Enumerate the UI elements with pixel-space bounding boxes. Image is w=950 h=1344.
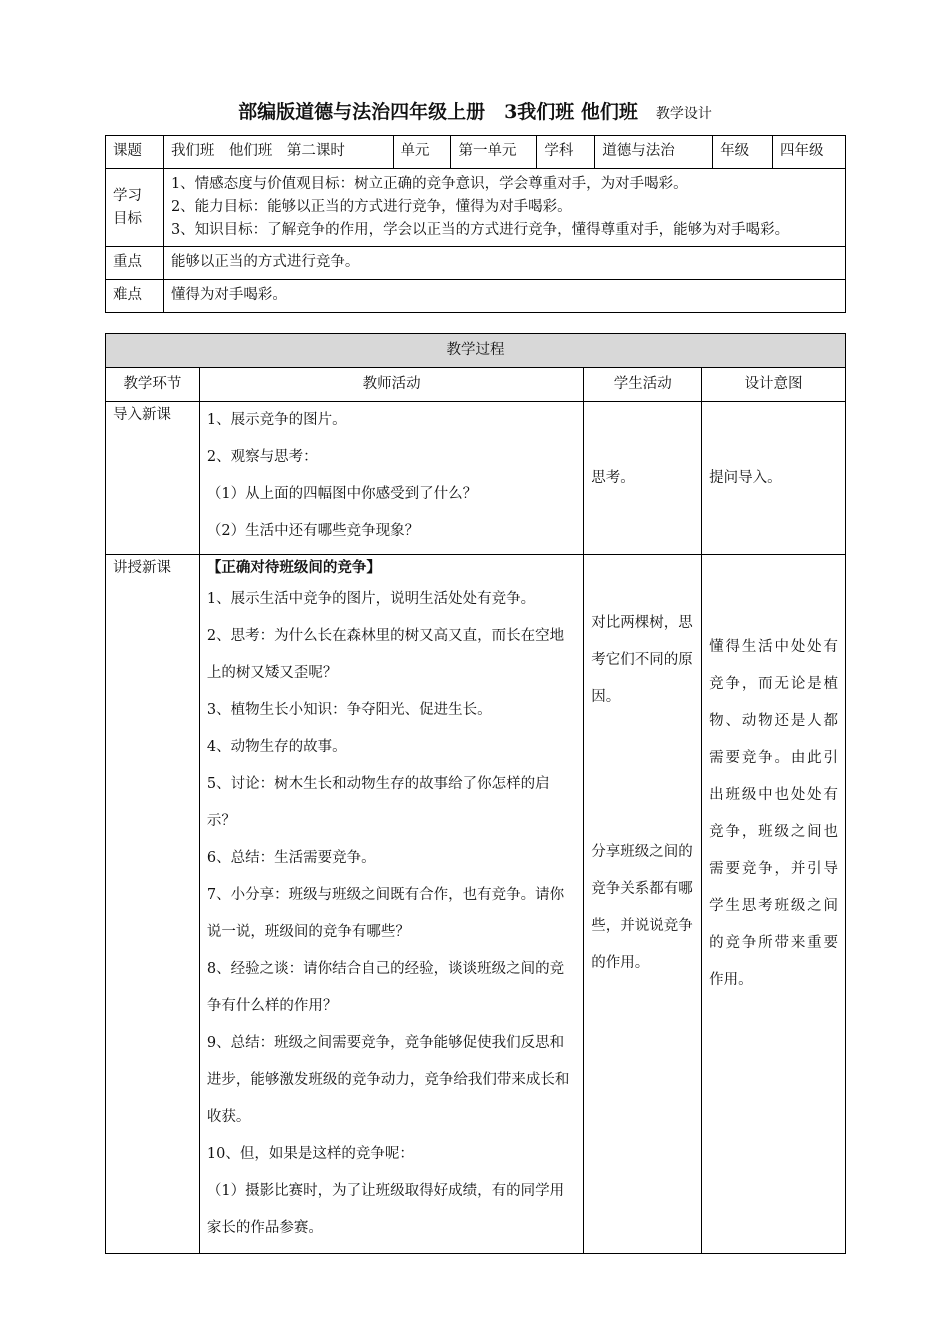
grade-label: 年级 [713,136,773,169]
objective-item: 1、情感态度与价值观目标：树立正确的竞争意识，学会尊重对手，为对手喝彩。 [170,176,688,192]
subject-value: 道德与法治 [595,136,713,169]
teacher-step: 2、思考：为什么长在森林里的树又高又直，而长在空地上的树又矮又歪呢？ [206,628,565,681]
topic-label: 课题 [106,136,164,169]
objective-item: 3、知识目标：了解竞争的作用，学会以正当的方式进行竞争，懂得尊重对手，能够为对手喝彩。 [170,222,790,238]
difficulty-value: 懂得为对手喝彩。 [163,280,845,313]
intro-student: 思考。 [584,402,702,555]
teacher-step: 1、展示竞争的图片。 [206,412,347,428]
col-stage: 教学环节 [106,368,200,402]
col-teacher: 教师活动 [199,368,583,402]
subject-label: 学科 [537,136,595,169]
teacher-step: （2）生活中还有哪些竞争现象？ [206,523,420,539]
title-sub: 教学设计 [655,106,712,122]
teacher-step: （1）摄影比赛时，为了让班级取得好成绩，有的同学用家长的作品参赛。 [206,1183,565,1236]
lecture-stage: 讲授新课 [106,555,200,1254]
unit-value: 第一单元 [451,136,537,169]
lecture-student [584,555,702,1254]
col-student: 学生活动 [584,368,702,402]
process-heading-row [106,334,846,368]
teacher-step: （1）从上面的四幅图中你感受到了什么？ [206,486,478,502]
teacher-step: 8、经验之谈：请你结合自己的经验，谈谈班级之间的竞争有什么样的作用？ [206,961,565,1014]
teacher-step: 6、总结：生活需要竞争。 [206,850,376,866]
difficulty-label: 难点 [106,280,164,313]
teacher-step: 9、总结：班级之间需要竞争，竞争能够促使我们反思和进步，能够激发班级的竞争动力，竞争给我们带来成长和收获。 [206,1035,570,1125]
student-activity-2: 分享班级之间的竞争关系都有哪些，并说说竞争的作用。 [591,844,693,971]
key-point-row [106,247,846,280]
lecture-teacher [199,555,583,1254]
process-heading: 教学过程 [106,334,846,368]
title-main: 部编版道德与法治四年级上册 3我们班 他们班 [238,101,638,123]
intro-teacher [199,402,583,555]
lecture-heading: 【正确对待班级间的竞争】 [206,559,381,576]
objectives-content [163,169,845,247]
col-intent: 设计意图 [702,368,846,402]
process-table [105,333,846,1254]
lecture-intent: 懂得生活中处处有竞争，而无论是植物、动物还是人都需要竞争。由此引出班级中也处处有竞争，班级之间也需要竞争，并引导学生思考班级之间的竞争所带来重要作用。 [709,639,838,988]
lecture-row [106,555,846,1254]
objective-item: 2、能力目标：能够以正当的方式进行竞争，懂得为对手喝彩。 [170,199,572,215]
topic-value: 我们班 他们班 第二课时 [163,136,393,169]
grade-value: 四年级 [773,136,846,169]
info-table [105,135,846,313]
student-activity-1: 对比两棵树，思考它们不同的原因。 [591,615,693,705]
intro-row [106,402,846,555]
unit-label: 单元 [393,136,451,169]
objectives-row [106,169,846,247]
teacher-step: 7、小分享：班级与班级之间既有合作，也有竞争。请你说一说，班级间的竞争有哪些？ [206,887,565,940]
intro-stage: 导入新课 [106,402,200,555]
teacher-step: 2、观察与思考： [206,449,318,465]
teacher-step: 4、动物生存的故事。 [206,739,347,755]
intro-intent: 提问导入。 [702,402,846,555]
key-point-value: 能够以正当的方式进行竞争。 [163,247,845,280]
difficulty-row [106,280,846,313]
lecture-intent-cell [702,555,846,1254]
header-row [106,136,846,169]
key-point-label: 重点 [106,247,164,280]
process-columns-row [106,368,846,402]
objectives-label: 学习目标 [106,169,164,247]
teacher-step: 1、展示生活中竞争的图片，说明生活处处有竞争。 [206,591,536,607]
teacher-step: 3、植物生长小知识：争夺阳光、促进生长。 [206,702,492,718]
page-title [0,97,950,124]
teacher-step: 10、但，如果是这样的竞争呢： [206,1146,414,1162]
teacher-step: 5、讨论：树木生长和动物生存的故事给了你怎样的启示？ [206,776,550,829]
